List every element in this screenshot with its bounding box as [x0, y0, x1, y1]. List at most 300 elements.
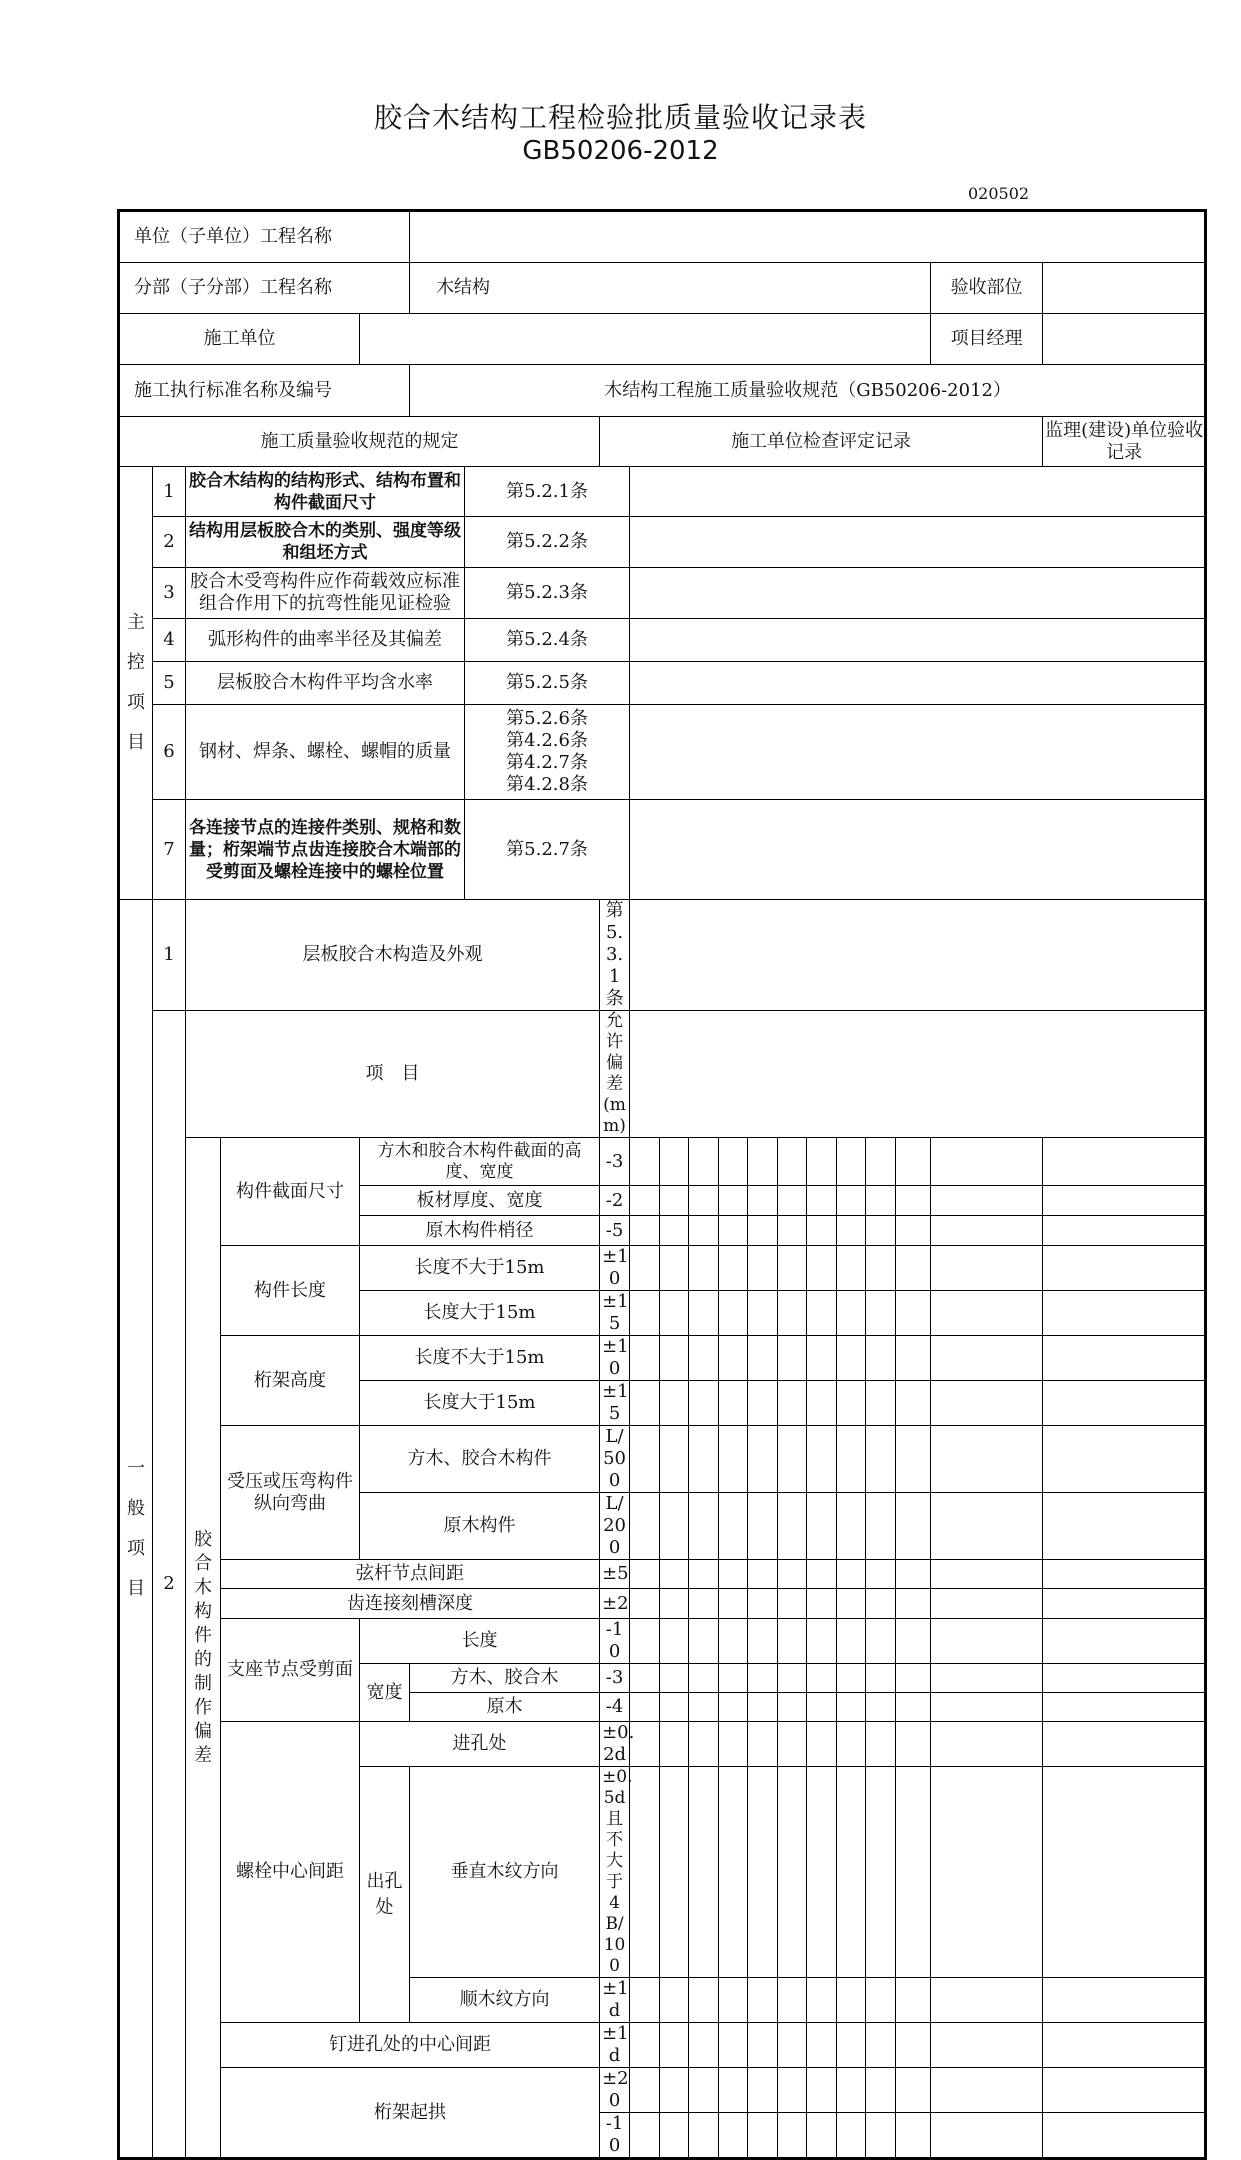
measure-cell[interactable] [748, 2113, 778, 2159]
deviation-category: 桁架起拱 [221, 2068, 600, 2159]
measure-cell[interactable] [896, 2068, 931, 2113]
measure-cell[interactable] [748, 1619, 778, 1664]
measure-cell[interactable] [748, 1693, 778, 1722]
measure-cell[interactable] [1043, 1186, 1206, 1216]
measure-cell[interactable] [931, 2068, 1043, 2113]
measure-cell[interactable] [837, 2068, 866, 2113]
contractor-record-cell[interactable] [630, 568, 1206, 619]
measure-cell[interactable] [748, 1291, 778, 1336]
measure-cell[interactable] [719, 1664, 748, 1693]
item-clause: 第5.2.3条 [465, 568, 630, 619]
measure-cell[interactable] [719, 2023, 748, 2068]
measure-cell[interactable] [866, 2023, 896, 2068]
measure-cell[interactable] [807, 1978, 837, 2023]
item-no: 1 [153, 900, 186, 1011]
measure-cell[interactable] [931, 1138, 1043, 1186]
measure-cell[interactable] [837, 1664, 866, 1693]
measure-cell[interactable] [719, 1560, 748, 1589]
measure-cell[interactable] [931, 1186, 1043, 1216]
deviation-row [119, 1560, 1206, 1589]
measure-cell[interactable] [630, 1589, 660, 1619]
measure-cell[interactable] [837, 1722, 866, 1767]
deviation-subitem: 顺木纹方向 [410, 1978, 600, 2023]
measure-cell[interactable] [1043, 1560, 1206, 1589]
measure-cell[interactable] [778, 1978, 807, 2023]
measure-cell[interactable] [778, 1560, 807, 1589]
measure-cell[interactable] [719, 1381, 748, 1426]
measure-cell[interactable] [778, 1426, 807, 1493]
measure-cell[interactable] [896, 1246, 931, 1291]
info-row-unit-project [119, 211, 1206, 263]
measure-cell[interactable] [866, 1336, 896, 1381]
measure-cell[interactable] [630, 1138, 660, 1186]
measure-cell[interactable] [778, 1493, 807, 1560]
contractor-record-cell[interactable] [630, 900, 1206, 1011]
measure-cell[interactable] [719, 1336, 748, 1381]
measure-cell[interactable] [778, 2068, 807, 2113]
measure-cell[interactable] [931, 1664, 1043, 1693]
measure-cell[interactable] [931, 1426, 1043, 1493]
measure-cell[interactable] [837, 1619, 866, 1664]
measure-cell[interactable] [660, 2023, 689, 2068]
measure-cell[interactable] [807, 1493, 837, 1560]
measure-cell[interactable] [778, 1381, 807, 1426]
item-no: 2 [153, 517, 186, 568]
measure-cell[interactable] [931, 1978, 1043, 2023]
deviation-subitem: 方木和胶合木构件截面的高度、宽度 [360, 1138, 600, 1186]
item-desc: 结构用层板胶合木的类别、强度等级和组坯方式 [186, 517, 465, 568]
measure-cell[interactable] [896, 1186, 931, 1216]
measure-cell[interactable] [748, 1186, 778, 1216]
deviation-row [119, 1246, 1206, 1291]
measure-cell[interactable] [660, 1589, 689, 1619]
measure-cell[interactable] [1043, 1381, 1206, 1426]
measure-cell[interactable] [630, 1186, 660, 1216]
measure-cell[interactable] [807, 1589, 837, 1619]
measure-cell[interactable] [630, 2113, 660, 2159]
measure-cell[interactable] [1043, 1246, 1206, 1291]
measure-cell[interactable] [807, 1426, 837, 1493]
measure-cell[interactable] [866, 1589, 896, 1619]
measure-cell[interactable] [630, 1246, 660, 1291]
measure-cell[interactable] [866, 1560, 896, 1589]
measure-cell[interactable] [837, 1493, 866, 1560]
measure-cell[interactable] [778, 1722, 807, 1767]
measure-cell[interactable] [660, 1664, 689, 1693]
measure-cell[interactable] [837, 1426, 866, 1493]
item-no: 7 [153, 800, 186, 900]
measure-cell[interactable] [719, 1216, 748, 1246]
measure-cell[interactable] [778, 1336, 807, 1381]
measure-cell[interactable] [748, 1722, 778, 1767]
measure-cell[interactable] [896, 1426, 931, 1493]
measure-cell[interactable] [1043, 1493, 1206, 1560]
measure-cell[interactable] [778, 2113, 807, 2159]
sub-project-value[interactable]: 木结构 [410, 263, 931, 314]
measure-cell[interactable] [896, 1381, 931, 1426]
deviation-subitem: 垂直木纹方向 [410, 1767, 600, 1978]
deviation-tolerance: ±2 [600, 1589, 630, 1619]
measure-cell[interactable] [689, 1381, 719, 1426]
measure-cell[interactable] [719, 1978, 748, 2023]
measure-cell[interactable] [778, 1216, 807, 1246]
deviation-row [119, 2068, 1206, 2113]
measure-cell[interactable] [931, 1493, 1043, 1560]
contractor-record-cell[interactable] [630, 517, 1206, 568]
measure-cell[interactable] [931, 2023, 1043, 2068]
item-clause: 第5.2.4条 [465, 619, 630, 662]
measure-cell[interactable] [660, 1426, 689, 1493]
measure-cell[interactable] [719, 1291, 748, 1336]
measure-cell[interactable] [689, 1246, 719, 1291]
measure-cell[interactable] [748, 1138, 778, 1186]
item-clause: 第5.2.6条 第4.2.6条 第4.2.7条 第4.2.8条 [465, 705, 630, 800]
measure-cell[interactable] [719, 1246, 748, 1291]
measure-cell[interactable] [837, 1216, 866, 1246]
measure-cell[interactable] [660, 1493, 689, 1560]
measure-cell[interactable] [837, 1336, 866, 1381]
measure-cell[interactable] [837, 1693, 866, 1722]
measure-cell[interactable] [630, 1560, 660, 1589]
measure-cell[interactable] [896, 1722, 931, 1767]
measure-cell[interactable] [837, 1291, 866, 1336]
measure-cell[interactable] [778, 1246, 807, 1291]
item-no: 6 [153, 705, 186, 800]
measure-cell[interactable] [689, 1619, 719, 1664]
main-control-row [119, 517, 1206, 568]
measure-cell[interactable] [719, 2068, 748, 2113]
deviation-subitem: 长度大于15m [360, 1291, 600, 1336]
measure-cell[interactable] [896, 2023, 931, 2068]
measure-cell[interactable] [689, 2113, 719, 2159]
measure-cell[interactable] [866, 1426, 896, 1493]
measure-cell[interactable] [896, 1493, 931, 1560]
measure-cell[interactable] [748, 2068, 778, 2113]
measure-cell[interactable] [1043, 1978, 1206, 2023]
measure-cell[interactable] [931, 1291, 1043, 1336]
measure-cell[interactable] [689, 1664, 719, 1693]
measure-cell[interactable] [689, 1336, 719, 1381]
standard-value: 木结构工程施工质量验收规范（GB50206-2012） [410, 365, 1206, 417]
measure-cell[interactable] [748, 1336, 778, 1381]
form-number: 020502 [968, 184, 1030, 203]
deviation-item-header: 项 目 [186, 1011, 600, 1138]
item-clause: 第5.2.7条 [465, 800, 630, 900]
measure-cell[interactable] [778, 2023, 807, 2068]
measure-cell[interactable] [866, 1693, 896, 1722]
measure-cell[interactable] [807, 1767, 837, 1978]
inspection-form [117, 209, 1204, 2156]
unit-project-value[interactable] [410, 211, 1206, 263]
measure-cell[interactable] [719, 1722, 748, 1767]
measure-cell[interactable] [748, 1589, 778, 1619]
contractor-record-cell[interactable] [630, 467, 1206, 517]
measure-cell[interactable] [719, 1426, 748, 1493]
measure-cell[interactable] [807, 1336, 837, 1381]
measure-cell[interactable] [660, 1336, 689, 1381]
measure-cell[interactable] [689, 1693, 719, 1722]
measure-cell[interactable] [719, 1589, 748, 1619]
measure-cell[interactable] [689, 1138, 719, 1186]
measure-cell[interactable] [837, 1381, 866, 1426]
deviation-header-row [119, 1011, 1206, 1138]
measure-cell[interactable] [660, 2113, 689, 2159]
measure-cell[interactable] [931, 2113, 1043, 2159]
measure-cell[interactable] [896, 1589, 931, 1619]
measure-cell[interactable] [866, 1978, 896, 2023]
measure-cell[interactable] [866, 1138, 896, 1186]
measure-cell[interactable] [837, 2113, 866, 2159]
measure-cell[interactable] [807, 2023, 837, 2068]
measure-cell[interactable] [896, 1336, 931, 1381]
measure-cell[interactable] [931, 1560, 1043, 1589]
measure-cell[interactable] [896, 1291, 931, 1336]
measure-cell[interactable] [689, 1426, 719, 1493]
measure-cell[interactable] [896, 1216, 931, 1246]
measure-cell[interactable] [807, 1138, 837, 1186]
measure-cell[interactable] [660, 1560, 689, 1589]
measure-cell[interactable] [931, 1246, 1043, 1291]
measure-cell[interactable] [778, 1664, 807, 1693]
project-manager-value[interactable] [1043, 314, 1206, 365]
measure-cell[interactable] [660, 1216, 689, 1246]
measure-cell[interactable] [866, 1381, 896, 1426]
measure-cell[interactable] [1043, 1619, 1206, 1664]
measure-cell[interactable] [837, 1767, 866, 1978]
deviation-tolerance: ±5 [600, 1560, 630, 1589]
measure-cell[interactable] [1043, 1216, 1206, 1246]
measure-cell[interactable] [630, 1978, 660, 2023]
contractor-value[interactable] [360, 314, 931, 365]
item-clause: 第5.2.1条 [465, 467, 630, 517]
measure-cell[interactable] [1043, 1767, 1206, 1978]
measure-cell[interactable] [837, 1186, 866, 1216]
info-row-standard [119, 365, 1206, 417]
measure-cell[interactable] [689, 2023, 719, 2068]
measure-cell[interactable] [931, 1336, 1043, 1381]
measure-cell[interactable] [719, 1493, 748, 1560]
measure-cell[interactable] [660, 2068, 689, 2113]
measure-cell[interactable] [1043, 1722, 1206, 1767]
measure-cell[interactable] [866, 1216, 896, 1246]
measure-cell[interactable] [660, 1138, 689, 1186]
contractor-record-cell[interactable] [630, 662, 1206, 705]
measure-cell[interactable] [778, 1589, 807, 1619]
measure-cell[interactable] [807, 1186, 837, 1216]
measure-cell[interactable] [748, 2023, 778, 2068]
measure-cell[interactable] [837, 1560, 866, 1589]
measure-cell[interactable] [630, 1216, 660, 1246]
measure-cell[interactable] [748, 1767, 778, 1978]
item-clause: 第5.2.2条 [465, 517, 630, 568]
measure-cell[interactable] [689, 1767, 719, 1978]
deviation-category: 桁架高度 [221, 1336, 360, 1426]
measure-cell[interactable] [866, 1619, 896, 1664]
measure-cell[interactable] [1043, 1336, 1206, 1381]
measure-cell[interactable] [807, 2068, 837, 2113]
measure-cell[interactable] [866, 1246, 896, 1291]
measure-cell[interactable] [807, 1664, 837, 1693]
measure-cell[interactable] [896, 1619, 931, 1664]
measure-cell[interactable] [748, 1493, 778, 1560]
contractor-record-cell[interactable] [630, 619, 1206, 662]
measure-cell[interactable] [689, 1722, 719, 1767]
measure-cell[interactable] [630, 1619, 660, 1664]
measure-cell[interactable] [719, 1186, 748, 1216]
measure-cell[interactable] [931, 1381, 1043, 1426]
measure-cell[interactable] [660, 1767, 689, 1978]
measure-cell[interactable] [689, 1216, 719, 1246]
measure-cell[interactable] [807, 1722, 837, 1767]
measure-cell[interactable] [1043, 1693, 1206, 1722]
measure-cell[interactable] [807, 1291, 837, 1336]
measure-cell[interactable] [630, 1722, 660, 1767]
measure-cell[interactable] [807, 1619, 837, 1664]
measure-cell[interactable] [719, 1619, 748, 1664]
deviation-category: 钉进孔处的中心间距 [221, 2023, 600, 2068]
measure-cell[interactable] [660, 1246, 689, 1291]
measure-cell[interactable] [931, 1216, 1043, 1246]
deviation-category: 支座节点受剪面 [221, 1619, 360, 1722]
measure-cell[interactable] [778, 1291, 807, 1336]
measure-cell[interactable] [689, 2068, 719, 2113]
measure-cell[interactable] [630, 1493, 660, 1560]
measure-cell[interactable] [689, 1291, 719, 1336]
measure-cell[interactable] [896, 1138, 931, 1186]
item-desc: 层板胶合木构造及外观 [186, 900, 600, 1011]
measure-cell[interactable] [719, 1138, 748, 1186]
measure-cell[interactable] [660, 1693, 689, 1722]
measure-cell[interactable] [748, 1216, 778, 1246]
item-desc: 胶合木受弯构件应作荷载效应标准组合作用下的抗弯性能见证检验 [186, 568, 465, 619]
measure-cell[interactable] [931, 1619, 1043, 1664]
measure-cell[interactable] [866, 1664, 896, 1693]
deviation-row [119, 1138, 1206, 1186]
measure-cell[interactable] [660, 1722, 689, 1767]
measure-cell[interactable] [630, 2068, 660, 2113]
measure-cell[interactable] [748, 1978, 778, 2023]
measure-cell[interactable] [807, 1246, 837, 1291]
measure-cell[interactable] [630, 1291, 660, 1336]
measure-cell[interactable] [630, 1426, 660, 1493]
measure-cell[interactable] [630, 1381, 660, 1426]
measure-cell[interactable] [1043, 1138, 1206, 1186]
measure-cell[interactable] [748, 1426, 778, 1493]
measure-cell[interactable] [931, 1693, 1043, 1722]
measure-cell[interactable] [896, 1767, 931, 1978]
info-row-sub-project [119, 263, 1206, 314]
measure-cell[interactable] [748, 1664, 778, 1693]
measure-cell[interactable] [630, 1693, 660, 1722]
measure-cell[interactable] [778, 1767, 807, 1978]
measure-cell[interactable] [837, 1978, 866, 2023]
deviation-tolerance: L/200 [600, 1493, 630, 1560]
measure-cell[interactable] [866, 1186, 896, 1216]
measure-cell[interactable] [931, 1722, 1043, 1767]
measure-cell[interactable] [807, 1693, 837, 1722]
measure-cell[interactable] [660, 1619, 689, 1664]
measure-cell[interactable] [630, 1767, 660, 1978]
measure-cell[interactable] [778, 1138, 807, 1186]
measure-cell[interactable] [896, 1693, 931, 1722]
measure-cell[interactable] [689, 1186, 719, 1216]
deviation-tolerance: ±0.5d且不大于4B/100 [600, 1767, 630, 1978]
measure-cell[interactable] [660, 1381, 689, 1426]
measure-cell[interactable] [866, 2113, 896, 2159]
main-control-row [119, 705, 1206, 800]
measure-cell[interactable] [931, 1767, 1043, 1978]
measure-cell[interactable] [689, 1978, 719, 2023]
measure-cell[interactable] [1043, 1664, 1206, 1693]
measure-cell[interactable] [748, 1381, 778, 1426]
measure-cell[interactable] [778, 1186, 807, 1216]
measure-cell[interactable] [837, 1589, 866, 1619]
measure-cell[interactable] [807, 1381, 837, 1426]
measure-cell[interactable] [931, 1589, 1043, 1619]
measure-cell[interactable] [719, 2113, 748, 2159]
measure-cell[interactable] [630, 1336, 660, 1381]
measure-cell[interactable] [896, 1560, 931, 1589]
measure-cell[interactable] [866, 1291, 896, 1336]
measure-cell[interactable] [630, 2023, 660, 2068]
measure-cell[interactable] [748, 1246, 778, 1291]
contractor-record-cell[interactable] [630, 705, 1206, 800]
measure-cell[interactable] [866, 1767, 896, 1978]
measure-cell[interactable] [1043, 1589, 1206, 1619]
measure-cell[interactable] [689, 1560, 719, 1589]
deviation-row [119, 1336, 1206, 1381]
measure-cell[interactable] [778, 1619, 807, 1664]
measure-cell[interactable] [660, 1978, 689, 2023]
measure-cell[interactable] [630, 1664, 660, 1693]
measure-cell[interactable] [837, 1246, 866, 1291]
measure-cell[interactable] [660, 1291, 689, 1336]
measure-cell[interactable] [778, 1693, 807, 1722]
measure-cell[interactable] [689, 1493, 719, 1560]
measure-cell[interactable] [807, 2113, 837, 2159]
measure-cell[interactable] [1043, 2068, 1206, 2113]
measure-cell[interactable] [660, 1186, 689, 1216]
contractor-record-cell[interactable] [630, 800, 1206, 900]
measure-cell[interactable] [1043, 2113, 1206, 2159]
measure-cell[interactable] [837, 2023, 866, 2068]
acceptance-part-value[interactable] [1043, 263, 1206, 314]
deviation-category: 弦杆节点间距 [221, 1560, 600, 1589]
deviation-tolerance: -5 [600, 1216, 630, 1246]
measure-cell[interactable] [1043, 1291, 1206, 1336]
deviation-tolerance: -4 [600, 1693, 630, 1722]
measure-cell[interactable] [1043, 1426, 1206, 1493]
measure-cell[interactable] [837, 1138, 866, 1186]
measure-cell[interactable] [807, 1216, 837, 1246]
measure-cell[interactable] [896, 1664, 931, 1693]
measure-cell[interactable] [689, 1589, 719, 1619]
measure-cell[interactable] [1043, 2023, 1206, 2068]
deviation-row [119, 2023, 1206, 2068]
contractor-record-cell[interactable] [630, 1011, 1206, 1138]
measure-cell[interactable] [866, 1722, 896, 1767]
measure-cell[interactable] [896, 2113, 931, 2159]
measure-cell[interactable] [719, 1767, 748, 1978]
measure-cell[interactable] [748, 1560, 778, 1589]
measure-cell[interactable] [896, 1978, 931, 2023]
measure-cell[interactable] [866, 2068, 896, 2113]
item-desc: 钢材、焊条、螺栓、螺帽的质量 [186, 705, 465, 800]
measure-cell[interactable] [866, 1493, 896, 1560]
measure-cell[interactable] [807, 1560, 837, 1589]
info-row-contractor [119, 314, 1206, 365]
measure-cell[interactable] [719, 1693, 748, 1722]
